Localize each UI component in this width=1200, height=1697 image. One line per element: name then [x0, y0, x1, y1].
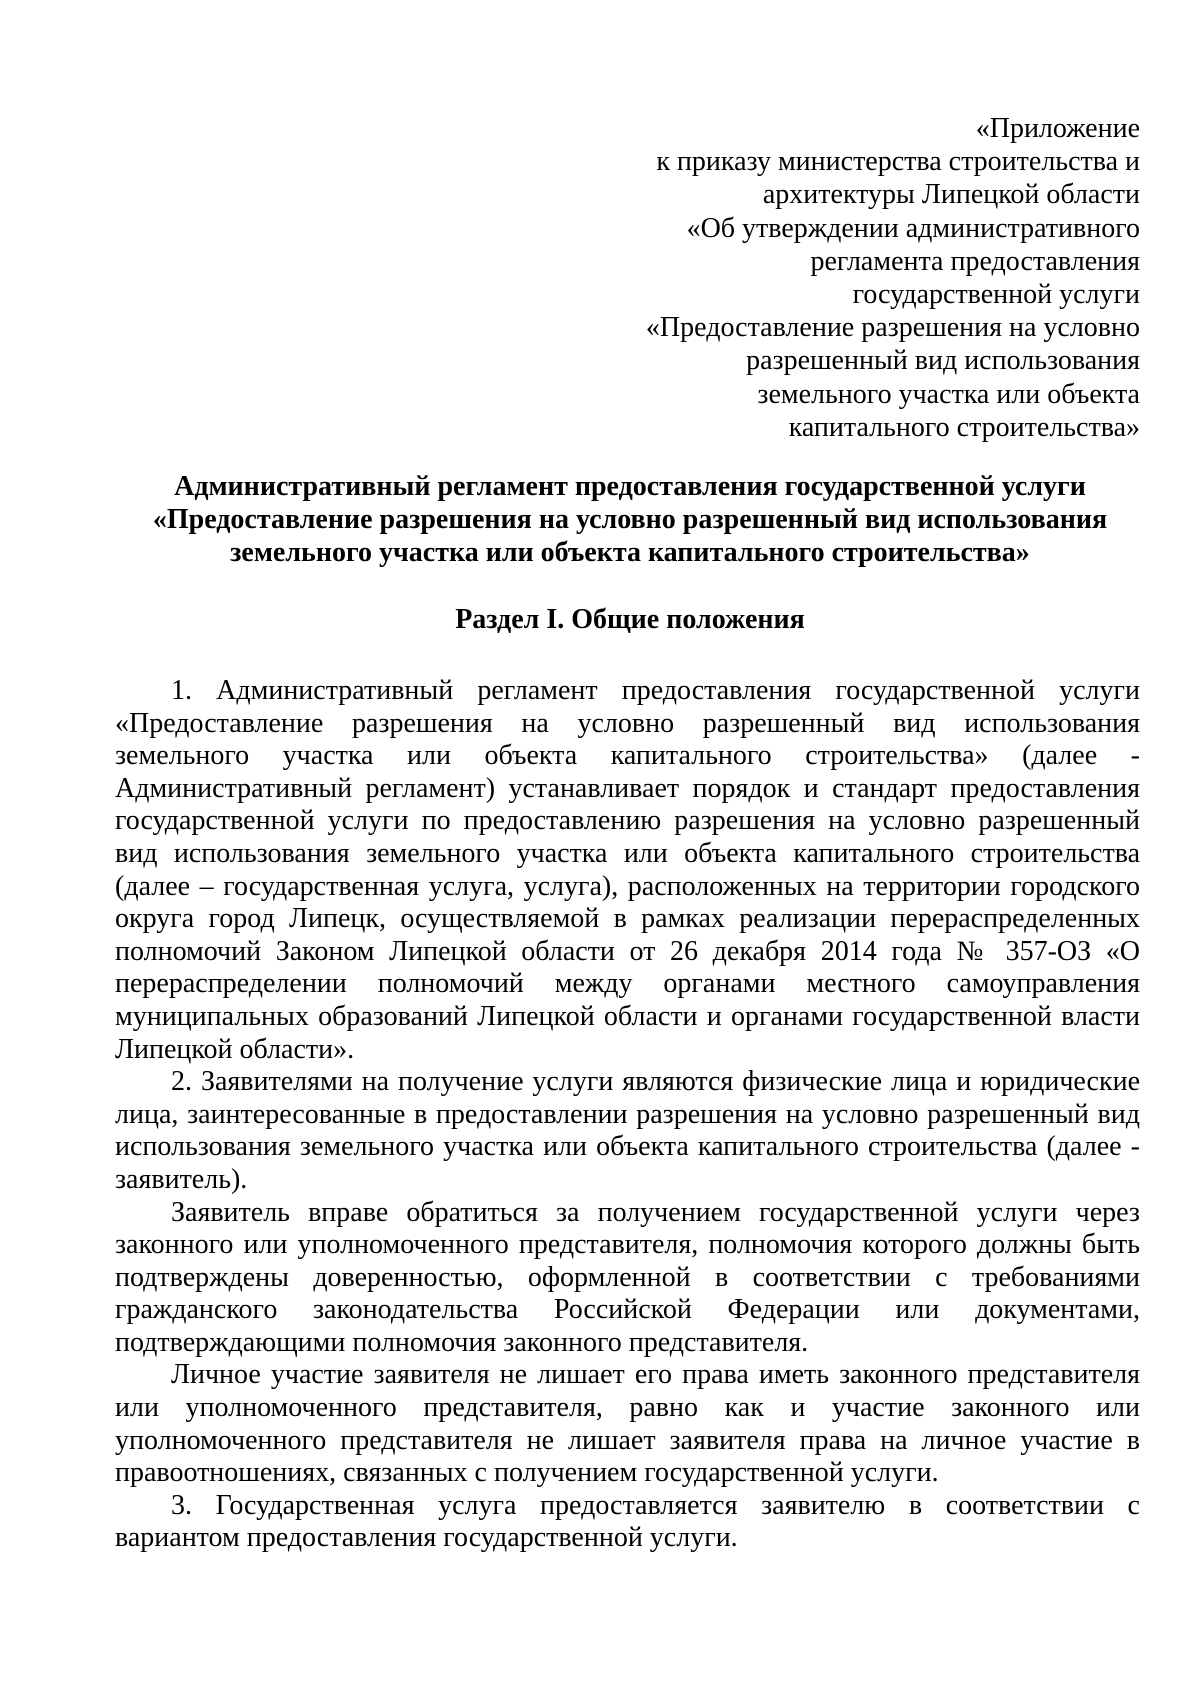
paragraph: 1. Административный регламент предоставления государственной услуги «Предоставление разрешения на условно разрешенный вид использования земельного участка или объекта капитального строительства» (далее - Административный регламент) устанавливает порядок и стандарт предоставления государственной услуги по предоставлению разрешения на условно разрешенный вид использования земельного участка или объекта капитального строительства (далее – государственная услуга, услуга), расположенных на территории городского округа город Липецк, осуществляемой в рамках реализации перераспределенных полномочий Законом Липецкой области от 26 декабря 2014 года № 357-ОЗ «О перераспределении полномочий между органами местного самоуправления муниципальных образований Липецкой области и органами государственной власти Липецкой области».: [115, 675, 1140, 1065]
appendix-line: государственной услуги: [852, 279, 1140, 311]
paragraph: 3. Государственная услуга предоставляется заявителю в соответствии с вариантом предоставления государственной услуги.: [115, 1489, 1140, 1554]
document-title: [115, 470, 1145, 569]
title-line: «Предоставление разрешения на условно разрешенный вид использования: [152, 504, 1108, 535]
appendix-line: разрешенный вид использования: [746, 345, 1140, 377]
appendix-line: «Об утверждении административного: [686, 212, 1140, 244]
appendix-line: регламента предоставления: [810, 245, 1140, 277]
appendix-header: [520, 112, 1140, 444]
paragraph: Заявитель вправе обратиться за получением государственной услуги через законного или уполномоченного представителя, полномочия которого должны быть подтверждены доверенностью, оформленной в соответствии с требованиями гражданского законодательства Российской Федерации или документами, подтверждающими полномочия законного представителя.: [115, 1196, 1140, 1358]
appendix-line: капитального строительства»: [788, 411, 1140, 443]
appendix-line: «Предоставление разрешения на условно: [645, 312, 1140, 344]
appendix-line: архитектуры Липецкой области: [762, 179, 1140, 211]
paragraph: Личное участие заявителя не лишает его права иметь законного представителя или уполномоченного представителя, равно как и участие законного или уполномоченного представителя не лишает заявителя права на личное участие в правоотношениях, связанных с получением государственной услуги.: [115, 1359, 1140, 1489]
title-line: Административный регламент предоставления государственной услуги: [174, 471, 1086, 502]
body-text: [115, 675, 1140, 1555]
appendix-line: земельного участка или объекта: [757, 378, 1140, 410]
appendix-line: к приказу министерства строительства и: [656, 146, 1140, 178]
title-line: земельного участка или объекта капитального строительства»: [230, 537, 1030, 568]
paragraph: 2. Заявителями на получение услуги являются физические лица и юридические лица, заинтересованные в предоставлении разрешения на условно разрешенный вид использования земельного участка или объекта капитального строительства (далее - заявитель).: [115, 1066, 1140, 1195]
section-heading: Раздел I. Общие положения: [455, 604, 805, 635]
appendix-line: «Приложение: [975, 113, 1140, 144]
